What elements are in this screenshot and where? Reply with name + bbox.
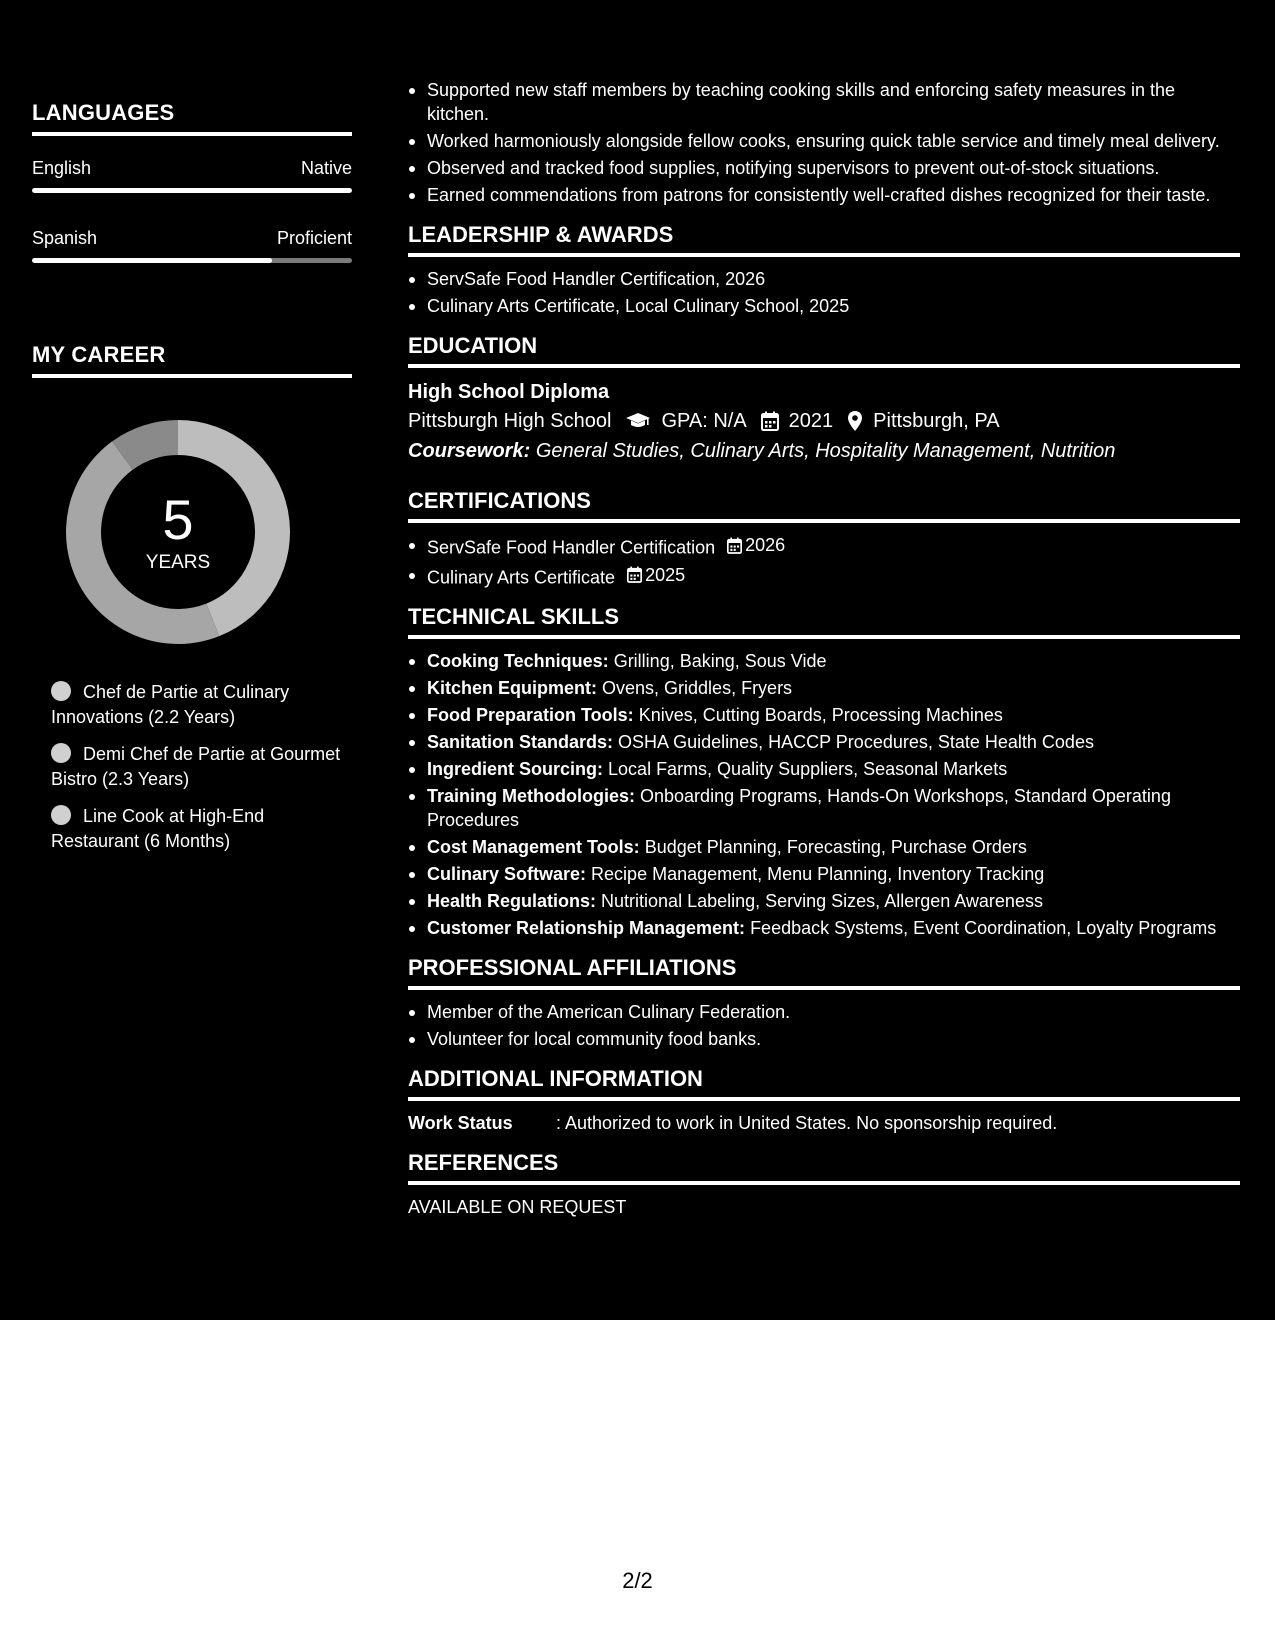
graduation-cap-icon xyxy=(625,412,651,430)
skill-item: Sanitation Standards: OSHA Guidelines, HACCP Procedures, State Health Codes xyxy=(408,730,1240,754)
legend-dot-icon xyxy=(51,805,71,825)
calendar-icon xyxy=(727,537,742,554)
language-name: English xyxy=(32,158,92,178)
education-year: 2021 xyxy=(788,410,834,432)
career-item: Chef de Partie at Culinary Innovations (2.2 Years) xyxy=(51,682,290,727)
skill-item: Culinary Software: Recipe Management, Menu Planning, Inventory Tracking xyxy=(408,862,1240,886)
education-school: Pittsburgh High School xyxy=(408,410,612,432)
skill-item: Ingredient Sourcing: Local Farms, Quality Suppliers, Seasonal Markets xyxy=(408,757,1240,781)
affiliations-heading: PROFESSIONAL AFFILIATIONS xyxy=(408,955,1240,990)
references-heading: REFERENCES xyxy=(408,1150,1240,1185)
education-gpa: GPA: N/A xyxy=(661,410,747,432)
affiliations-list xyxy=(408,1000,1240,1051)
experience-bullet: Worked harmoniously alongside fellow cooks, ensuring quick table service and timely meal delivery. xyxy=(408,129,1240,153)
experience-bullets xyxy=(408,78,1240,207)
language-level: Native xyxy=(300,158,352,178)
career-heading: MY CAREER xyxy=(32,342,352,378)
coursework-value: General Studies, Culinary Arts, Hospitality Management, Nutrition xyxy=(535,440,1116,462)
skill-item: Cooking Techniques: Grilling, Baking, Sous Vide xyxy=(408,649,1240,673)
career-item: Demi Chef de Partie at Gourmet Bistro (2.3 Years) xyxy=(51,744,341,789)
calendar-icon xyxy=(627,566,642,583)
language-proficiency-fill xyxy=(32,188,352,193)
skill-item: Kitchen Equipment: Ovens, Griddles, Fryers xyxy=(408,676,1240,700)
skill-item: Health Regulations: Nutritional Labeling, Serving Sizes, Allergen Awareness xyxy=(408,889,1240,913)
education-coursework xyxy=(408,436,1240,466)
language-spanish xyxy=(32,228,352,263)
work-status-value: : Authorized to work in United States. No sponsorship required. xyxy=(556,1113,1058,1133)
work-status-label: Work Status xyxy=(408,1113,513,1133)
legend-dot-icon xyxy=(51,681,71,701)
skill-item: Customer Relationship Management: Feedback Systems, Event Coordination, Loyalty Programs xyxy=(408,916,1240,940)
career-total-unit: YEARS xyxy=(145,552,211,573)
leadership-heading: LEADERSHIP & AWARDS xyxy=(408,222,1240,257)
language-proficiency-bar xyxy=(32,258,352,263)
location-pin-icon xyxy=(847,410,863,432)
language-name: Spanish xyxy=(32,228,98,248)
leadership-list xyxy=(408,267,1240,318)
calendar-icon xyxy=(761,411,779,431)
certification-item: ServSafe Food Handler Certification 2026 xyxy=(408,533,1240,560)
legend-dot-icon xyxy=(51,743,71,763)
certifications-heading: CERTIFICATIONS xyxy=(408,488,1240,523)
experience-bullet: Observed and tracked food supplies, notifying supervisors to prevent out-of-stock situations. xyxy=(408,156,1240,180)
education-details xyxy=(408,406,1240,436)
affiliation-item: Volunteer for local community food banks. xyxy=(408,1027,1240,1051)
experience-bullet: Earned commendations from patrons for consistently well-crafted dishes recognized for their taste. xyxy=(408,183,1240,207)
experience-bullet: Supported new staff members by teaching cooking skills and enforcing safety measures in the kitchen. xyxy=(408,78,1240,126)
career-total-value: 5 xyxy=(162,488,194,551)
education-degree: High School Diploma xyxy=(408,381,610,403)
references-text: AVAILABLE ON REQUEST xyxy=(408,1197,627,1217)
skills-list xyxy=(408,649,1240,940)
languages-heading: LANGUAGES xyxy=(32,100,352,136)
additional-info-heading: ADDITIONAL INFORMATION xyxy=(408,1066,1240,1101)
skill-item: Cost Management Tools: Budget Planning, Forecasting, Purchase Orders xyxy=(408,835,1240,859)
language-proficiency-bar xyxy=(32,188,352,193)
skills-heading: TECHNICAL SKILLS xyxy=(408,604,1240,639)
education-location: Pittsburgh, PA xyxy=(873,410,1000,432)
page-number: 2/2 xyxy=(622,1568,653,1593)
skill-item: Training Methodologies: Onboarding Programs, Hands-On Workshops, Standard Operating Procedures xyxy=(408,784,1240,832)
certifications-list xyxy=(408,533,1240,589)
main-content xyxy=(408,78,1240,1219)
work-status-row xyxy=(408,1111,1240,1135)
skill-item: Food Preparation Tools: Knives, Cutting Boards, Processing Machines xyxy=(408,703,1240,727)
career-list xyxy=(51,680,351,866)
language-english xyxy=(32,158,352,193)
language-level: Proficient xyxy=(276,228,352,248)
leadership-item: ServSafe Food Handler Certification, 2026 xyxy=(408,267,1240,291)
coursework-label: Coursework: xyxy=(408,440,531,462)
career-item: Line Cook at High-End Restaurant (6 Months) xyxy=(51,806,265,851)
affiliation-item: Member of the American Culinary Federation. xyxy=(408,1000,1240,1024)
certification-item: Culinary Arts Certificate 2025 xyxy=(408,563,1240,590)
language-proficiency-fill xyxy=(32,258,272,263)
career-total xyxy=(66,420,290,644)
leadership-item: Culinary Arts Certificate, Local Culinary School, 2025 xyxy=(408,294,1240,318)
education-heading: EDUCATION xyxy=(408,333,1240,368)
